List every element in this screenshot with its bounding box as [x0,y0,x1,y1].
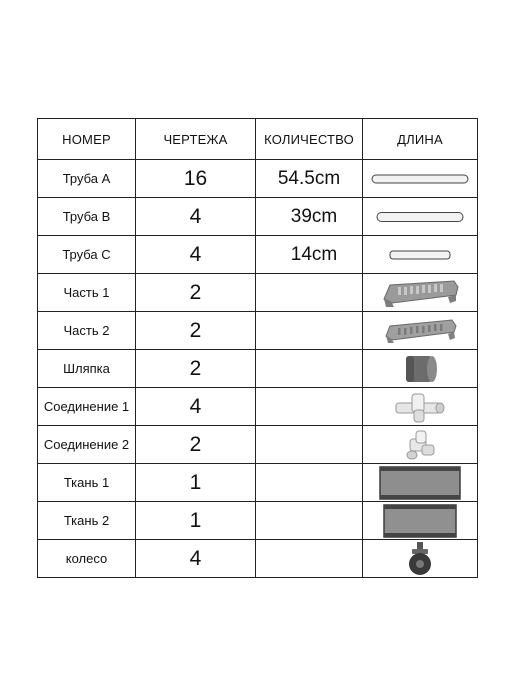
part-image-cell [363,388,478,426]
caster-wheel-icon [403,541,437,577]
part-qty: 1 [136,502,256,540]
table-row [38,464,478,502]
part-qty: 4 [136,388,256,426]
part-length-cell [256,312,363,350]
table-row [38,198,478,236]
part-length-cell [256,426,363,464]
part-length: 54.5cm [277,167,341,189]
part-qty: 2 [136,350,256,388]
part-name: Часть 2 [38,312,136,350]
part-length-cell [256,350,363,388]
part-length-cell [256,274,363,312]
table-row [38,502,478,540]
part-image-cell [363,160,478,198]
part-length: 14cm [290,243,338,265]
table-row [38,540,478,578]
fabric-panel-icon [379,466,461,500]
part-image-cell [363,274,478,312]
part-image-cell [363,540,478,578]
part-qty: 16 [136,160,256,198]
header-number: НОМЕР [38,119,136,160]
part-image-cell [363,464,478,502]
part-name: Труба A [38,160,136,198]
fabric-panel-small-icon [383,504,457,538]
part-image-cell [363,426,478,464]
table-row [38,274,478,312]
table-row [38,426,478,464]
part-length-cell [256,388,363,426]
part-length-cell [256,464,363,502]
table-row [38,312,478,350]
part-name: Труба C [38,236,136,274]
header-quantity: КОЛИЧЕСТВО [256,119,363,160]
part-qty: 1 [136,464,256,502]
part-qty: 4 [136,236,256,274]
header-length: ДЛИНА [363,119,478,160]
part-name: колесо [38,540,136,578]
part-length-cell [256,540,363,578]
part-image-cell [363,350,478,388]
part-qty: 2 [136,426,256,464]
long-tube-icon [371,173,469,185]
part-qty: 4 [136,540,256,578]
table-row [38,160,478,198]
tee-connector-icon [392,390,448,424]
header-drawing: ЧЕРТЕЖА [136,119,256,160]
shelf-bracket-small-icon [380,316,460,346]
table-row [38,350,478,388]
part-length-cell [256,502,363,540]
part-qty: 4 [136,198,256,236]
medium-tube-icon [376,211,464,223]
parts-table [37,118,478,578]
part-name: Ткань 2 [38,502,136,540]
part-name: Соединение 2 [38,426,136,464]
part-name: Ткань 1 [38,464,136,502]
part-qty: 2 [136,312,256,350]
shelf-bracket-icon [378,277,462,309]
part-image-cell [363,198,478,236]
part-name: Соединение 1 [38,388,136,426]
end-cap-icon [400,352,440,386]
table-row [38,236,478,274]
header-row [38,119,478,160]
part-length: 39cm [290,205,338,227]
part-image-cell [363,236,478,274]
part-name: Часть 1 [38,274,136,312]
part-image-cell [363,502,478,540]
part-name: Труба B [38,198,136,236]
part-qty: 2 [136,274,256,312]
table-row [38,388,478,426]
part-name: Шляпка [38,350,136,388]
short-tube-icon [389,249,451,261]
part-image-cell [363,312,478,350]
corner-connector-icon [402,429,438,461]
